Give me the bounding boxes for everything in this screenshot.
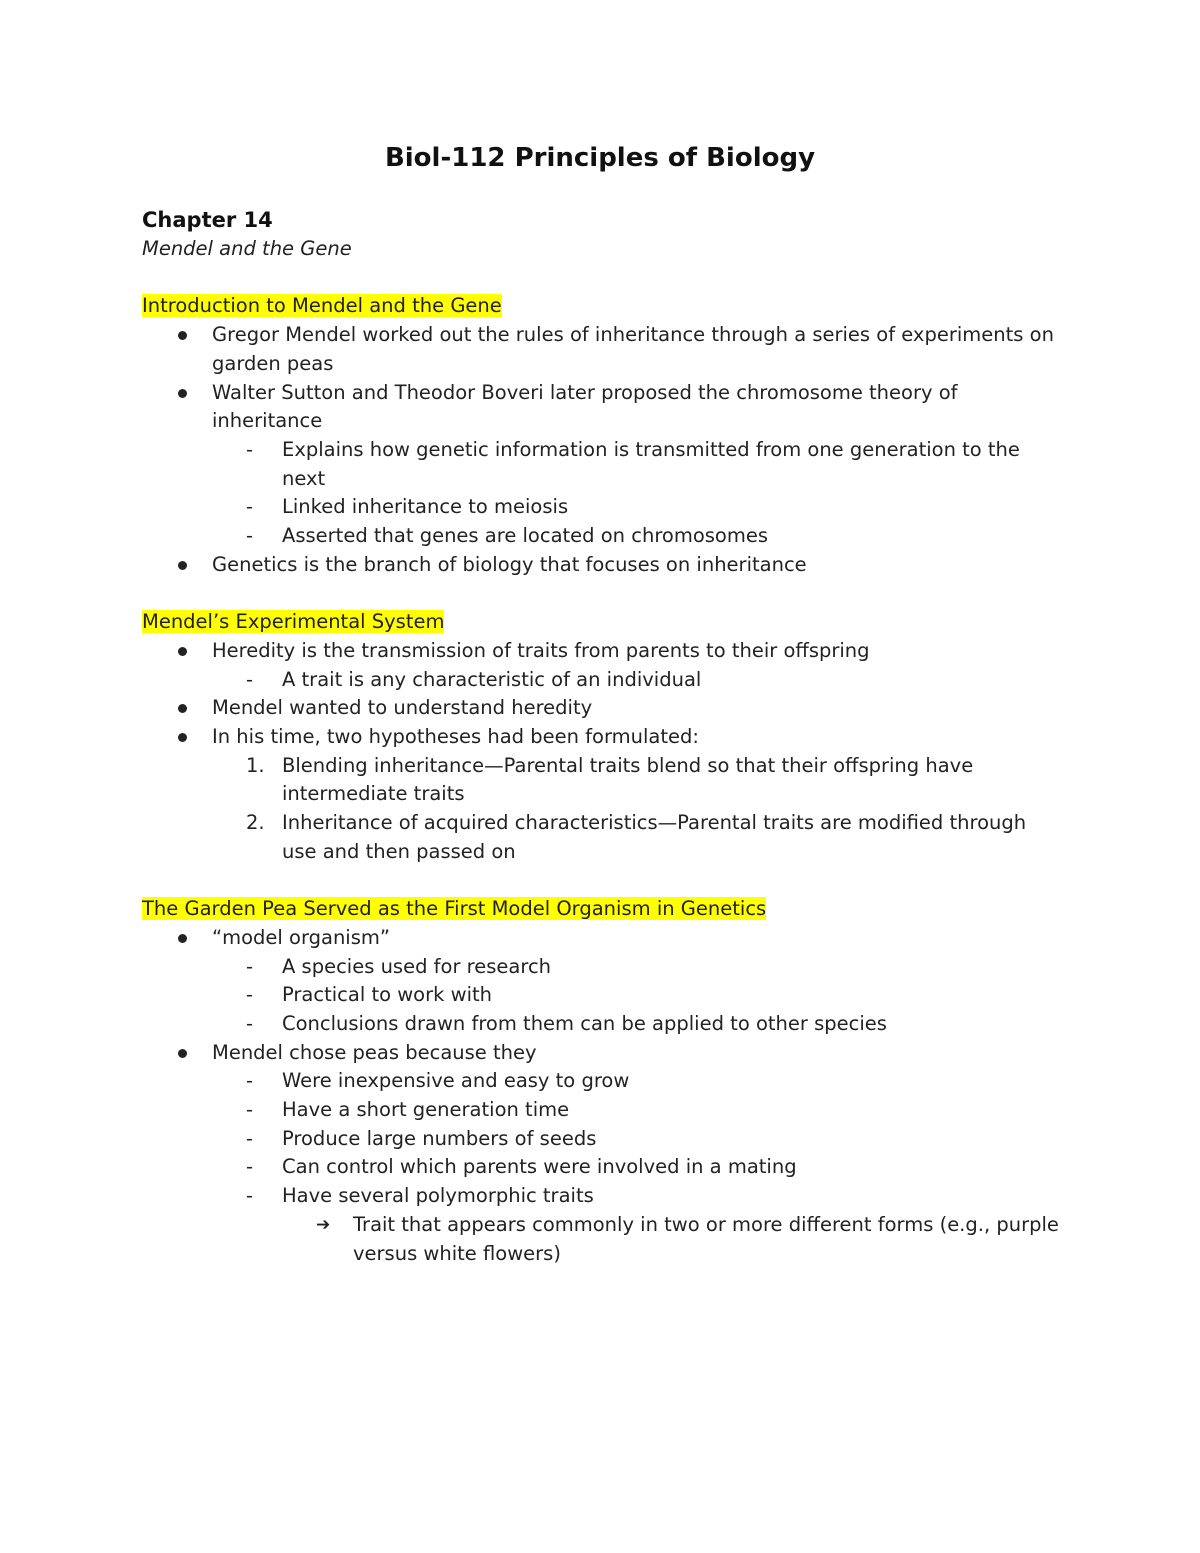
list-item-text: Genetics is the branch of biology that focuses on inheritance (212, 552, 807, 576)
bullet-icon (178, 331, 187, 340)
list-item-text: Linked inheritance to meiosis (282, 495, 569, 519)
highlighted-heading-text: Introduction to Mendel and the Gene (142, 294, 502, 318)
list-item (142, 1039, 1062, 1068)
chapter-subtitle: Mendel and the Gene (142, 237, 352, 260)
dash-marker: - (246, 437, 254, 461)
list-item-text: Blending inheritance—Parental traits blend so that their offspring have intermediate traits (282, 753, 974, 806)
list-item-text: Explains how genetic information is transmitted from one generation to the next (282, 437, 1020, 490)
list-item-text: Have several polymorphic traits (282, 1184, 594, 1208)
list-item-text: Conclusions drawn from them can be applied to other species (282, 1011, 887, 1035)
list-item (142, 809, 1062, 866)
list-item-text: Inheritance of acquired characteristics—Parental traits are modified through use and then passed on (282, 811, 1027, 863)
list-item-text: Mendel chose peas because they (212, 1040, 537, 1064)
list-item (142, 666, 1062, 695)
list-item (142, 379, 1062, 436)
dash-marker: - (246, 1155, 254, 1179)
list-item (142, 522, 1062, 551)
list-item (142, 752, 1062, 809)
dash-marker: - (246, 1011, 254, 1035)
chapter-heading: Chapter 14 (142, 208, 273, 232)
sections-container (142, 292, 1062, 1268)
list-item (142, 436, 1062, 493)
list-item-text: Mendel wanted to understand heredity (212, 696, 593, 720)
section (142, 292, 1062, 579)
list-item (142, 1010, 1062, 1039)
list-item-text: Have a short generation time (282, 1098, 570, 1122)
list-item-text: “model organism” (212, 925, 390, 949)
list-item (142, 694, 1062, 723)
list-item-text: Asserted that genes are located on chromosomes (282, 524, 769, 548)
list-item (142, 321, 1062, 378)
bullet-icon (178, 389, 187, 398)
bullet-icon (178, 934, 187, 943)
list-item (142, 1211, 1062, 1268)
dash-marker: - (246, 1069, 254, 1093)
highlighted-heading-text: The Garden Pea Served as the First Model Organism in Genetics (142, 897, 767, 921)
list-item (142, 723, 1062, 752)
list-item-text: A species used for research (282, 954, 552, 978)
section-heading (142, 895, 1062, 924)
list-item-text: Trait that appears commonly in two or more different forms (e.g., purple versus white flowers) (353, 1212, 1059, 1265)
bullet-icon (178, 647, 187, 656)
bullet-icon (178, 561, 187, 570)
list-item-text: Gregor Mendel worked out the rules of inheritance through a series of experiments on garden peas (212, 323, 1054, 375)
number-marker: 1. (246, 753, 265, 777)
list-item (142, 1096, 1062, 1125)
dash-marker: - (246, 495, 254, 519)
list-item (142, 493, 1062, 522)
list-item-text: Can control which parents were involved in a mating (282, 1155, 797, 1179)
dash-marker: - (246, 1126, 254, 1150)
list-item-text: Heredity is the transmission of traits from parents to their offspring (212, 638, 870, 662)
list-item-text: A trait is any characteristic of an individual (282, 667, 702, 691)
section (142, 895, 1062, 1268)
list-item (142, 1153, 1062, 1182)
item-list (142, 637, 1062, 867)
list-item (142, 1067, 1062, 1096)
bullet-icon (178, 704, 187, 713)
list-item (142, 924, 1062, 953)
list-item (142, 1182, 1062, 1211)
dash-marker: - (246, 667, 254, 691)
dash-marker: - (246, 524, 254, 548)
page-title: Biol-112 Principles of Biology (384, 143, 816, 173)
list-item (142, 1125, 1062, 1154)
list-item (142, 981, 1062, 1010)
list-item (142, 551, 1062, 580)
list-item (142, 953, 1062, 982)
highlighted-heading-text: Mendel’s Experimental System (142, 610, 445, 634)
document-body (142, 205, 1062, 1268)
item-list (142, 321, 1062, 579)
list-item-text: Practical to work with (282, 983, 492, 1007)
dash-marker: - (246, 954, 254, 978)
dash-marker: - (246, 983, 254, 1007)
dash-marker: - (246, 1184, 254, 1208)
list-item-text: In his time, two hypotheses had been formulated: (212, 724, 699, 748)
arrow-icon: ➔ (316, 1214, 331, 1235)
list-item-text: Were inexpensive and easy to grow (282, 1069, 630, 1093)
bullet-icon (178, 733, 187, 742)
section (142, 608, 1062, 866)
dash-marker: - (246, 1098, 254, 1122)
list-item-text: Walter Sutton and Theodor Boveri later proposed the chromosome theory of inheritance (212, 380, 958, 433)
list-item (142, 637, 1062, 666)
bullet-icon (178, 1049, 187, 1058)
item-list (142, 924, 1062, 1268)
section-heading (142, 292, 1062, 321)
section-heading (142, 608, 1062, 637)
list-item-text: Produce large numbers of seeds (282, 1126, 597, 1150)
number-marker: 2. (246, 811, 265, 835)
